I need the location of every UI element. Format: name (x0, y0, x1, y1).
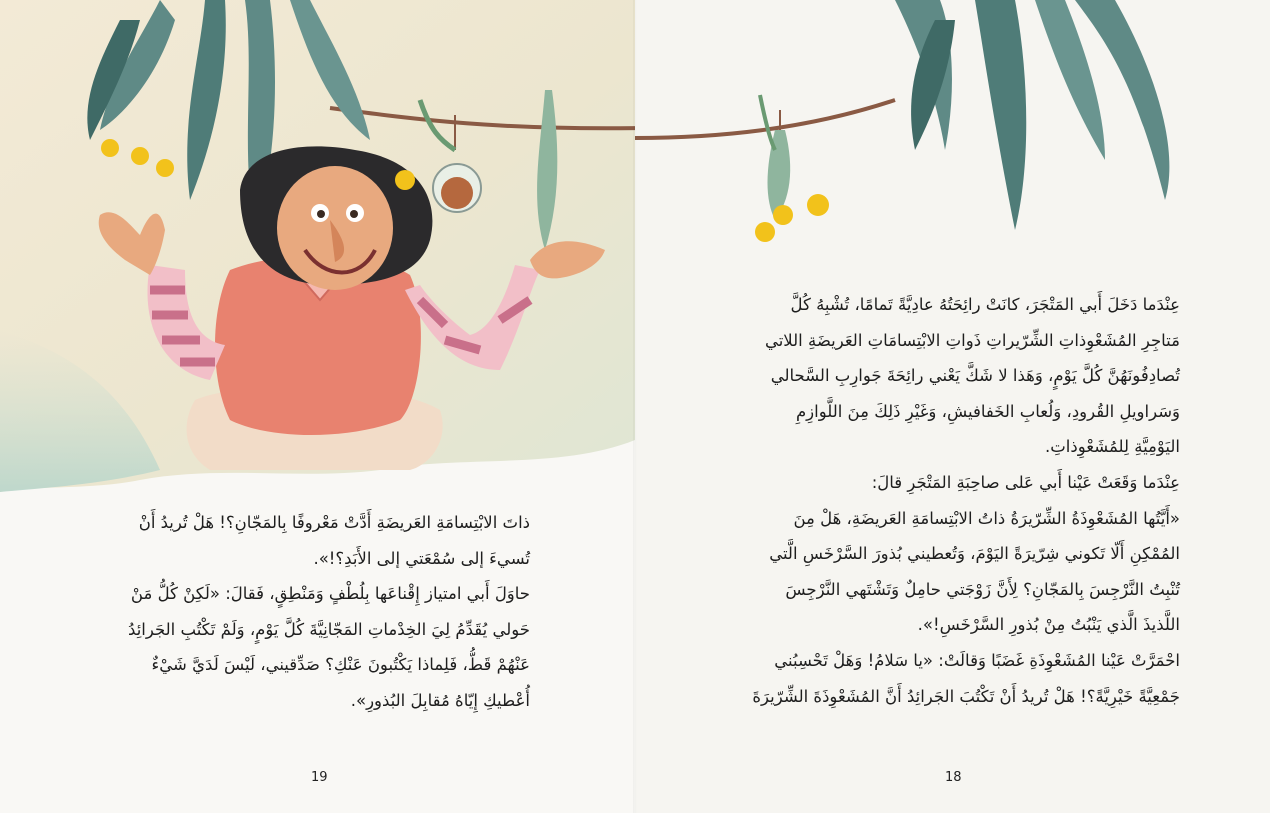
page-number-left: 19 (311, 770, 328, 785)
book-gutter (633, 0, 637, 813)
text-line: وَسَراويلِ القُرودِ، وَلُعابِ الخَفافيشِ، وَغَيْرِ ذَلِكَ مِنَ اللَّوازِمِ (795, 401, 1180, 421)
text-line: جَمْعِيَّةً خَيْرِيَّةً؟! هَلْ تُريدُ أَنْ تَكْتُبَ الجَرائِدُ أَنَّ المُشَعْوِذَةَ الشِّرّيرَةَ (752, 686, 1180, 706)
right-page-text (740, 287, 1180, 714)
text-line: مَتاجِرِ المُشَعْوِذاتِ الشِّرّيراتِ ذَواتِ الابْتِسامَاتِ العَريضَةِ اللاتي (764, 330, 1180, 350)
right-page (635, 0, 1270, 813)
left-illustration (0, 0, 635, 500)
page-number-right: 18 (945, 770, 962, 785)
text-line: تُسيءَ إلى سُمْعَتي إلى الأَبَدِ؟!». (313, 548, 530, 568)
text-line: حَولي يُقَدِّمُ لِيَ الخِدْماتِ المَجّانِيَّةَ كُلَّ يَوْمٍ، وَلَمْ تَكْتُبِ الجَرائِدُ (128, 619, 530, 639)
text-line: «أَيَّتُها المُشَعْوِذَةُ الشِّرّيرَةُ ذاتُ الابْتِسامَةِ العَريضَةِ، هَلْ مِنَ (793, 508, 1180, 528)
leaves-cluster-right (895, 0, 1169, 230)
text-line: احْمَرَّتْ عَيْنا المُشَعْوِذَةِ غَضَبًا وَقالَتْ: «يا سَلامُ! وَهَلْ تَحْسِبُني (774, 650, 1180, 670)
text-line: اليَوْمِيَّةِ لِلمُشَعْوِذاتِ. (1045, 437, 1180, 457)
yellow-flowers (755, 194, 829, 242)
text-line: المُمْكِنِ أَلّا تَكوني شِرّيرَةً اليَوْمَ، وَتُعطيني بُذورَ السَّرْخَسِ الَّتي (769, 544, 1180, 564)
text-line: ذاتَ الابْتِسامَةِ العَريضَةِ أَدَّتْ مَعْروفًا بِالمَجّانِ؟! هَلْ تُريدُ أَنْ (138, 513, 530, 532)
text-line: عِنْدَما وَقَعَتْ عَيْنا أَبي عَلى صاحِبَةِ المَتْجَرِ قالَ: (871, 472, 1180, 492)
text-line: عَنْهُمْ قَطُّ، فَلِماذا يَكْتُبونَ عَنْكِ؟ صَدِّقيني، لَيْسَ لَدَيَّ شَيْءٌ (151, 655, 530, 675)
hanging-herbs (760, 95, 790, 220)
text-line: حاوَلَ أَبي امتياز إِقْناعَها بِلُطْفٍ وَمَنْطِقٍ، فَقالَ: «لَكِنْ كُلُّ مَنْ (130, 584, 530, 604)
text-line: تُنْبِتُ النَّرْجِسَ بِالمَجّانِ؟ لِأَنَّ زَوْجَتي حامِلٌ وَتَشْتَهي النَّرْجِسَ (785, 579, 1180, 599)
right-illustration (635, 0, 1270, 280)
text-line: أُعْطيكِ إِيّاهُ مُقابِلَ البُذورِ». (350, 690, 530, 710)
text-line: تُصادِفُونَهُنَّ كُلَّ يَوْمٍ، وَهَذا لا شَكَّ يَعْني رائِحَةَ جَوارِبِ السَّحالي (770, 366, 1180, 386)
left-page-text (130, 505, 530, 719)
text-line: اللَّذيذَ الَّذي يَنْبُتُ مِنْ بُذورِ السَّرْخَسِ!». (917, 615, 1180, 635)
text-line: عِنْدَما دَخَلَ أَبي المَتْجَرَ، كانَتْ رائِحَتُهُ عادِيَّةً تَمامًا، تُشْبِهُ كُلَّ (790, 295, 1180, 314)
